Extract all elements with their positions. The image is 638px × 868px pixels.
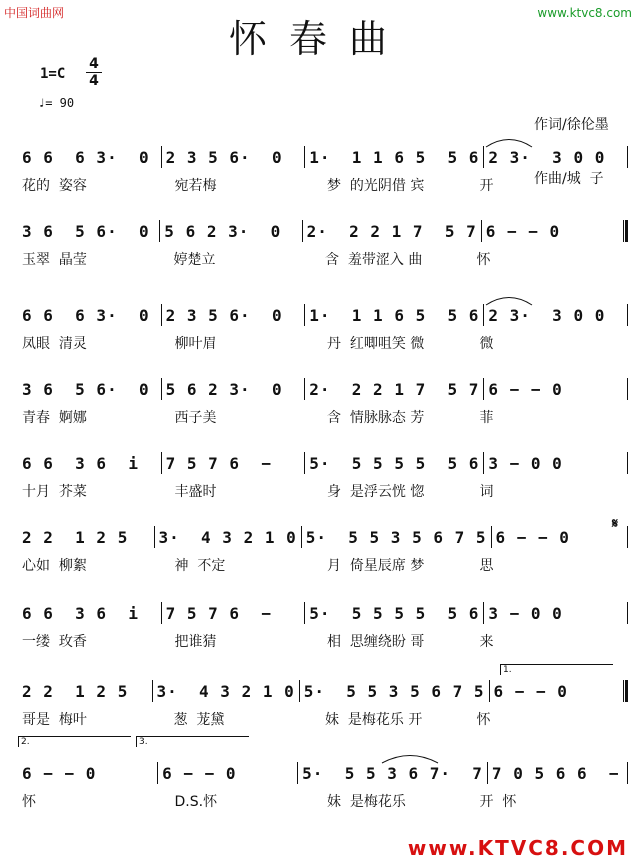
barline bbox=[627, 762, 628, 784]
lyric-segment: 妹 是梅花乐 开 bbox=[325, 712, 423, 728]
site-url-right: www.ktvc8.com bbox=[537, 6, 632, 20]
lyrics-line bbox=[18, 482, 628, 500]
measure: 5· 5 5 3 6 7· 7 bbox=[302, 763, 483, 783]
lyric-segment: 微 bbox=[479, 336, 494, 352]
score-system bbox=[0, 665, 638, 734]
lyric-segment: 身 是浮云恍 惚 bbox=[327, 484, 425, 500]
score-system bbox=[0, 304, 638, 358]
measure: 6 − − 0 bbox=[485, 221, 561, 241]
notes-line bbox=[18, 680, 628, 702]
measure: 6 − − 0 bbox=[22, 763, 97, 783]
lyric-segment: 开 怀 bbox=[479, 794, 517, 810]
time-sig-top: 4 bbox=[86, 56, 102, 73]
lyric-segment: 怀 bbox=[476, 712, 491, 728]
measure: 3· 4 3 2 1 0 bbox=[158, 527, 297, 547]
lyricist-credit: 作词/徐伦墨 bbox=[534, 117, 609, 133]
score-system bbox=[0, 737, 638, 816]
measure: 6 − − 0 bbox=[488, 379, 563, 399]
notes-line bbox=[18, 378, 628, 400]
lyric-segment: 开 bbox=[479, 178, 494, 194]
lyrics-line bbox=[18, 408, 628, 426]
measure: 5 6 2 3· 0 bbox=[164, 221, 282, 241]
time-sig-bottom: 4 bbox=[89, 73, 99, 89]
score-system bbox=[0, 220, 638, 274]
lyric-segment: 含 情脉脉态 芳 bbox=[327, 410, 425, 426]
measure: 5 6 2 3· 0 bbox=[165, 379, 283, 399]
lyric-segment: 柳叶眉 bbox=[174, 336, 217, 352]
barline bbox=[627, 602, 628, 624]
lyric-segment: 词 bbox=[479, 484, 494, 500]
lyric-segment: 把谁猜 bbox=[174, 634, 217, 650]
measure: 2· 2 2 1 7 5 7 bbox=[309, 379, 480, 399]
lyric-segment: 婷楚立 bbox=[173, 252, 216, 268]
barline bbox=[627, 146, 628, 168]
barline bbox=[627, 526, 628, 548]
volta-bracket-1: 1. bbox=[500, 664, 613, 675]
lyrics-line bbox=[18, 176, 628, 194]
measure: 6 6 6 3· 0 bbox=[22, 147, 150, 167]
barline bbox=[627, 452, 628, 474]
measure: 7 5 7 6 − bbox=[165, 603, 272, 623]
measure: 6 − − 0 bbox=[493, 681, 568, 701]
site-name-left: 中国词曲网 bbox=[4, 6, 65, 20]
tempo-marking: ♩= 90 bbox=[38, 96, 75, 110]
slur-mark bbox=[380, 750, 440, 764]
lyric-segment: 西子美 bbox=[174, 410, 217, 426]
measure: 5· 5 5 3 5 6 7 5 bbox=[305, 527, 487, 547]
key-signature: 1=C bbox=[40, 66, 66, 82]
lyric-segment: 玉翠 晶莹 bbox=[22, 252, 87, 268]
notes-line bbox=[18, 146, 628, 168]
lyric-segment: 青春 婀娜 bbox=[22, 410, 87, 426]
measure: 7 0 5 6 6 − bbox=[491, 763, 620, 783]
composer-credit: 作曲/城 子 bbox=[534, 171, 604, 187]
lyric-segment: 宛若梅 bbox=[174, 178, 217, 194]
measure: 3 − 0 0 bbox=[488, 453, 563, 473]
measure: 2 3 5 6· 0 bbox=[165, 147, 283, 167]
lyric-segment: 哥是 梅叶 bbox=[22, 712, 87, 728]
measure: 5· 5 5 3 5 6 7 5 bbox=[303, 681, 485, 701]
measure: 6 6 3 6 i bbox=[22, 453, 139, 473]
lyric-segment: 月 倚星辰席 梦 bbox=[327, 558, 425, 574]
measure: 7 5 7 6 − bbox=[165, 453, 272, 473]
lyric-segment: D.S.怀 bbox=[174, 794, 218, 810]
lyric-segment: 凤眼 清灵 bbox=[22, 336, 87, 352]
barline bbox=[627, 304, 628, 326]
measure: 6 − − 0 bbox=[495, 527, 570, 547]
time-signature bbox=[86, 56, 102, 89]
measure: 6 6 6 3· 0 bbox=[22, 305, 150, 325]
measure: 2· 2 2 1 7 5 7 bbox=[306, 221, 477, 241]
lyrics-line bbox=[18, 792, 628, 810]
segno-repeat-sign: 𝄋 bbox=[612, 516, 619, 532]
notes-line bbox=[18, 602, 628, 624]
lyric-segment: 丰盛时 bbox=[174, 484, 217, 500]
measure: 5· 5 5 5 5 5 6 bbox=[309, 453, 480, 473]
measure: 1· 1 1 6 5 5 6 bbox=[309, 147, 480, 167]
measure: 1· 1 1 6 5 5 6 bbox=[309, 305, 480, 325]
lyric-segment: 怀 bbox=[476, 252, 491, 268]
double-barline bbox=[623, 220, 628, 242]
lyric-segment: 来 bbox=[479, 634, 494, 650]
measure: 2 2 1 2 5 bbox=[22, 527, 129, 547]
score-system bbox=[0, 146, 638, 200]
lyric-segment: 十月 芥菜 bbox=[22, 484, 87, 500]
measure: 5· 5 5 5 5 5 6 bbox=[309, 603, 480, 623]
lyrics-line bbox=[18, 250, 628, 268]
measure: 2 3 5 6· 0 bbox=[165, 305, 283, 325]
score-system bbox=[0, 602, 638, 656]
measure: 2 3· 3 0 0 bbox=[488, 147, 606, 167]
lyrics-line bbox=[18, 556, 628, 574]
double-barline bbox=[623, 680, 628, 702]
slur-mark bbox=[484, 134, 534, 148]
measure: 6 − − 0 bbox=[162, 763, 237, 783]
lyric-segment: 花的 姿容 bbox=[22, 178, 87, 194]
notes-line bbox=[18, 762, 628, 784]
measure: 6 6 3 6 i bbox=[22, 603, 139, 623]
lyrics-line bbox=[18, 334, 628, 352]
slur-mark bbox=[484, 292, 534, 306]
volta-bracket-3: 3. bbox=[136, 736, 249, 747]
lyric-segment: 相 思缠绕盼 哥 bbox=[327, 634, 425, 650]
lyric-segment: 怀 bbox=[22, 794, 36, 810]
volta-bracket-2: 2. bbox=[18, 736, 131, 747]
score-system bbox=[0, 378, 638, 432]
watermark: www.KTVC8.COM bbox=[407, 836, 628, 860]
measure: 2 2 1 2 5 bbox=[22, 681, 129, 701]
measure: 3· 4 3 2 1 0 bbox=[156, 681, 295, 701]
score-system bbox=[0, 452, 638, 506]
measure: 3 6 5 6· 0 bbox=[22, 221, 150, 241]
lyric-segment: 葱 茏黛 bbox=[173, 712, 225, 728]
lyrics-line bbox=[18, 710, 628, 728]
lyric-segment: 妹 是梅花乐 bbox=[327, 794, 406, 810]
measure: 3 6 5 6· 0 bbox=[22, 379, 150, 399]
measure: 3 − 0 0 bbox=[488, 603, 563, 623]
lyric-segment: 神 不定 bbox=[174, 558, 226, 574]
song-title: 怀春曲 bbox=[228, 17, 409, 61]
lyric-segment: 心如 柳絮 bbox=[22, 558, 87, 574]
lyric-segment: 一缕 玫香 bbox=[22, 634, 87, 650]
notes-line bbox=[18, 220, 628, 242]
lyric-segment: 丹 红唧咀笑 微 bbox=[327, 336, 425, 352]
notes-line bbox=[18, 526, 628, 548]
lyric-segment: 梦 的光阴借 宾 bbox=[327, 178, 425, 194]
lyric-segment: 思 bbox=[479, 558, 494, 574]
measure: 2 3· 3 0 0 bbox=[488, 305, 606, 325]
lyric-segment: 菲 bbox=[479, 410, 494, 426]
lyric-segment: 含 羞带涩入 曲 bbox=[325, 252, 423, 268]
lyrics-line bbox=[18, 632, 628, 650]
score-system bbox=[0, 516, 638, 580]
notes-line bbox=[18, 304, 628, 326]
barline bbox=[627, 378, 628, 400]
notes-line bbox=[18, 452, 628, 474]
